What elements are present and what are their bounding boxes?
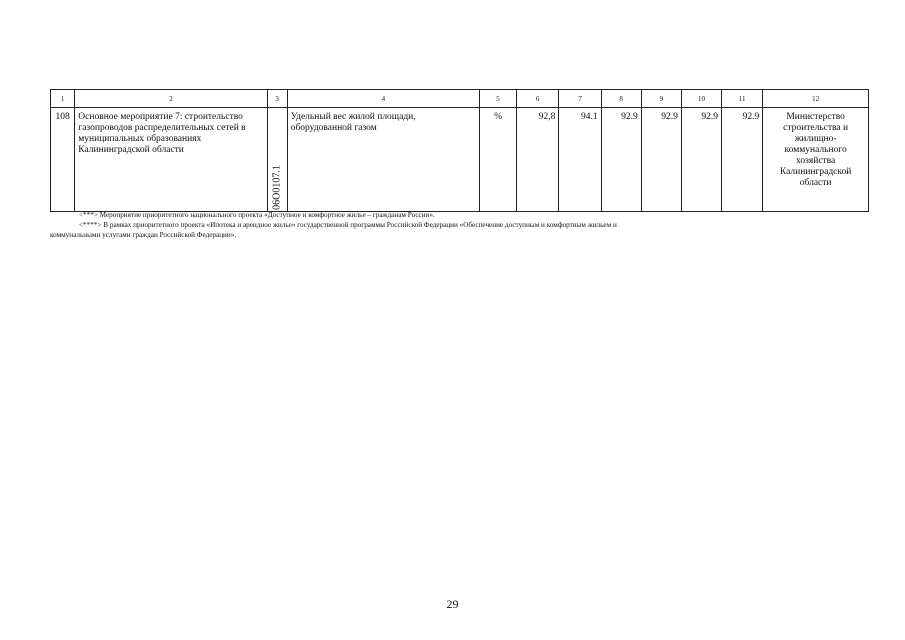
- budget-code-cell: [267, 108, 287, 212]
- table-row: [51, 108, 869, 212]
- responsible-body: Министерство строительства и жилищно-коммунального хозяйства Калининградской области: [763, 108, 869, 212]
- header-cell: 7: [559, 90, 601, 108]
- value-cell: 92.9: [722, 108, 763, 212]
- indicators-table: [50, 89, 869, 212]
- page-number: 29: [446, 597, 459, 611]
- value-cell: 92,8: [517, 108, 559, 212]
- table-header-row: [51, 90, 869, 108]
- header-cell: 12: [763, 90, 869, 108]
- header-cell: 9: [641, 90, 681, 108]
- value-cell: 92.9: [601, 108, 641, 212]
- value-cell: 92.9: [641, 108, 681, 212]
- header-cell: 6: [517, 90, 559, 108]
- unit: %: [480, 108, 517, 212]
- indicator-name: Удельный вес жилой площади, оборудованной газом: [287, 108, 479, 212]
- footnote-national-project: <***> Мероприятие приоритетного национального проекта «Доступное и комфортное жилье – гражданам России».: [79, 211, 435, 219]
- footnote-priority-project-cont: коммунальными услугами граждан Российской Федерации».: [50, 231, 237, 239]
- header-cell: 10: [681, 90, 721, 108]
- header-cell: 1: [51, 90, 75, 108]
- header-cell: 5: [480, 90, 517, 108]
- value-cell: 92.9: [681, 108, 721, 212]
- footnote-priority-project: <****> В рамках приоритетного проекта «Ипотека и арендное жилье» государственной программы Российской Федерации «Обеспечение доступным и комфортным жильем и: [79, 221, 617, 229]
- header-cell: 8: [601, 90, 641, 108]
- header-cell: 4: [287, 90, 479, 108]
- header-cell: 11: [722, 90, 763, 108]
- header-cell: 3: [267, 90, 287, 108]
- event-name: Основное мероприятие 7: строительство газопроводов распределительных сетей в муниципальных образованиях Калининградской области: [75, 108, 267, 212]
- header-cell: 2: [75, 90, 267, 108]
- value-cell: 94.1: [559, 108, 601, 212]
- row-number: 108: [51, 108, 75, 212]
- budget-code: 06О0107.1: [271, 165, 283, 210]
